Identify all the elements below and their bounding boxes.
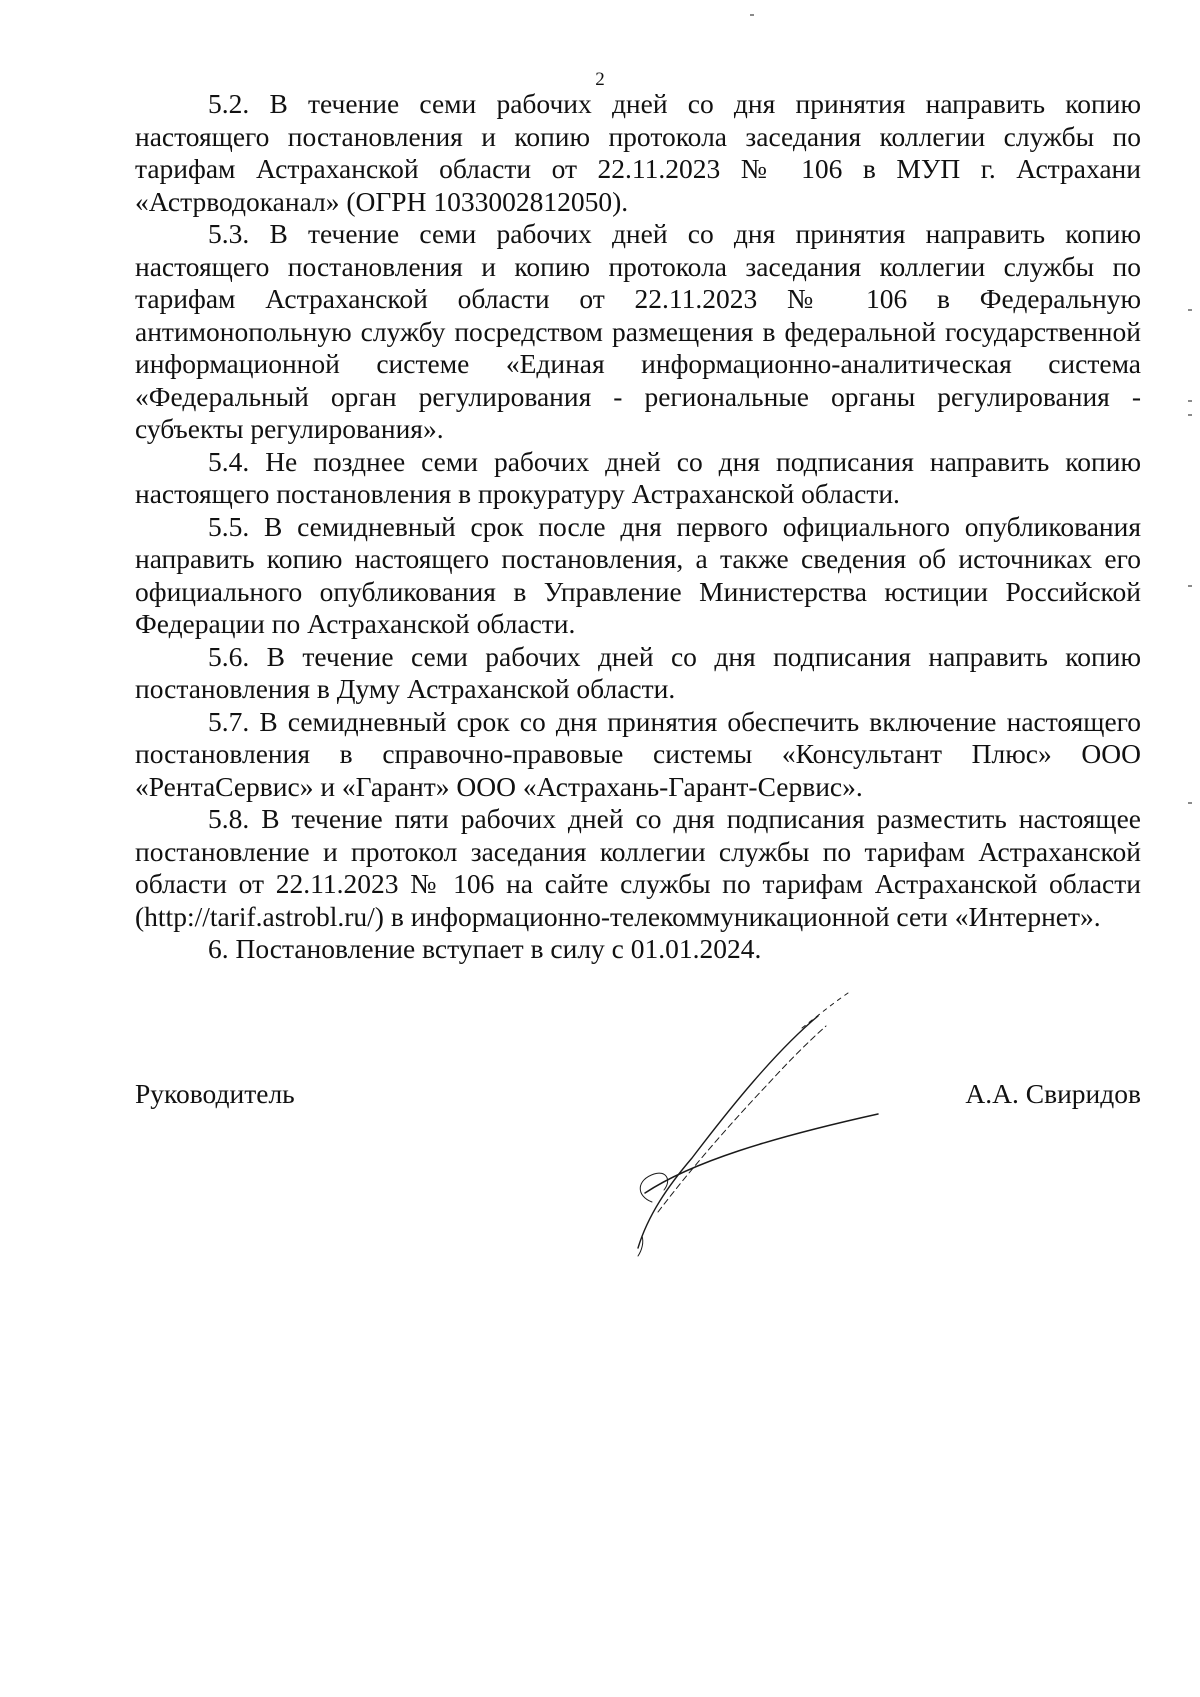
handwritten-signature (630, 990, 930, 1260)
scan-dot (750, 14, 754, 16)
scan-dot (1188, 414, 1192, 416)
signature-stroke-main (638, 1016, 818, 1248)
document-body (135, 88, 1141, 966)
paragraph-5-4: 5.4. Не позднее семи рабочих дней со дня подписания направить копию настоящего постановления в прокуратуру Астраханской области. (135, 445, 1141, 509)
paragraph-5-2: 5.2. В течение семи рабочих дней со дня принятия направить копию настоящего постановления и копию протокола заседания коллегии службы по тарифам Астраханской области от 22.11.2023 № 106 в МУП г. Астрахани «Астрводоканал» (ОГРН 1033002812050). (135, 88, 1141, 217)
signature-stroke-second (658, 1026, 826, 1212)
paragraph-5-3: 5.3. В течение семи рабочих дней со дня принятия направить копию настоящего постановления и копию протокола заседания коллегии службы по тарифам Астраханской области от 22.11.2023 № 106 в Федеральную антимонопольную службу посредством размещения в федеральной государственной информационной системе «Единая информационно-аналитическая система «Федеральный орган регулирования - региональные органы регулирования - субъекты регулирования». (135, 218, 1141, 444)
signature-stroke-upper (802, 993, 848, 1028)
paragraph-6: 6. Постановление вступает в силу с 01.01.2024. (208, 933, 762, 964)
signer-name: А.А. Свиридов (965, 1078, 1141, 1109)
scan-dot (1188, 309, 1192, 311)
paragraph-5-6: 5.6. В течение семи рабочих дней со дня подписания направить копию постановления в Думу Астраханской области. (135, 640, 1141, 704)
scan-dot (1188, 585, 1192, 587)
paragraph-5-7: 5.7. В семидневный срок со дня принятия обеспечить включение настоящего постановления в справочно-правовые системы «Консультант Плюс» ООО «РентаСервис» и «Гарант» ООО «Астрахань-Гарант-Сервис». (135, 705, 1141, 802)
scan-dot (1188, 400, 1192, 402)
page-number: 2 (595, 69, 605, 90)
signer-position: Руководитель (135, 1078, 295, 1109)
signature-stroke-cross (645, 1114, 878, 1193)
paragraph-5-5: 5.5. В семидневный срок после дня первого официального опубликования направить копию настоящего постановления, а также сведения об источниках его официального опубликования в Управление Министерства юстиции Российской Федерации по Астраханской области. (135, 510, 1141, 639)
paragraph-5-8: 5.8. В течение пяти рабочих дней со дня подписания разместить настоящее постановление и протокол заседания коллегии службы по тарифам Астраханской области от 22.11.2023 № 106 на сайте службы по тарифам Астраханской области (http://tarif.astrobl.ru/) в информационно-телекоммуникационной сети «Интернет». (135, 803, 1141, 932)
scan-dot (1188, 802, 1192, 804)
